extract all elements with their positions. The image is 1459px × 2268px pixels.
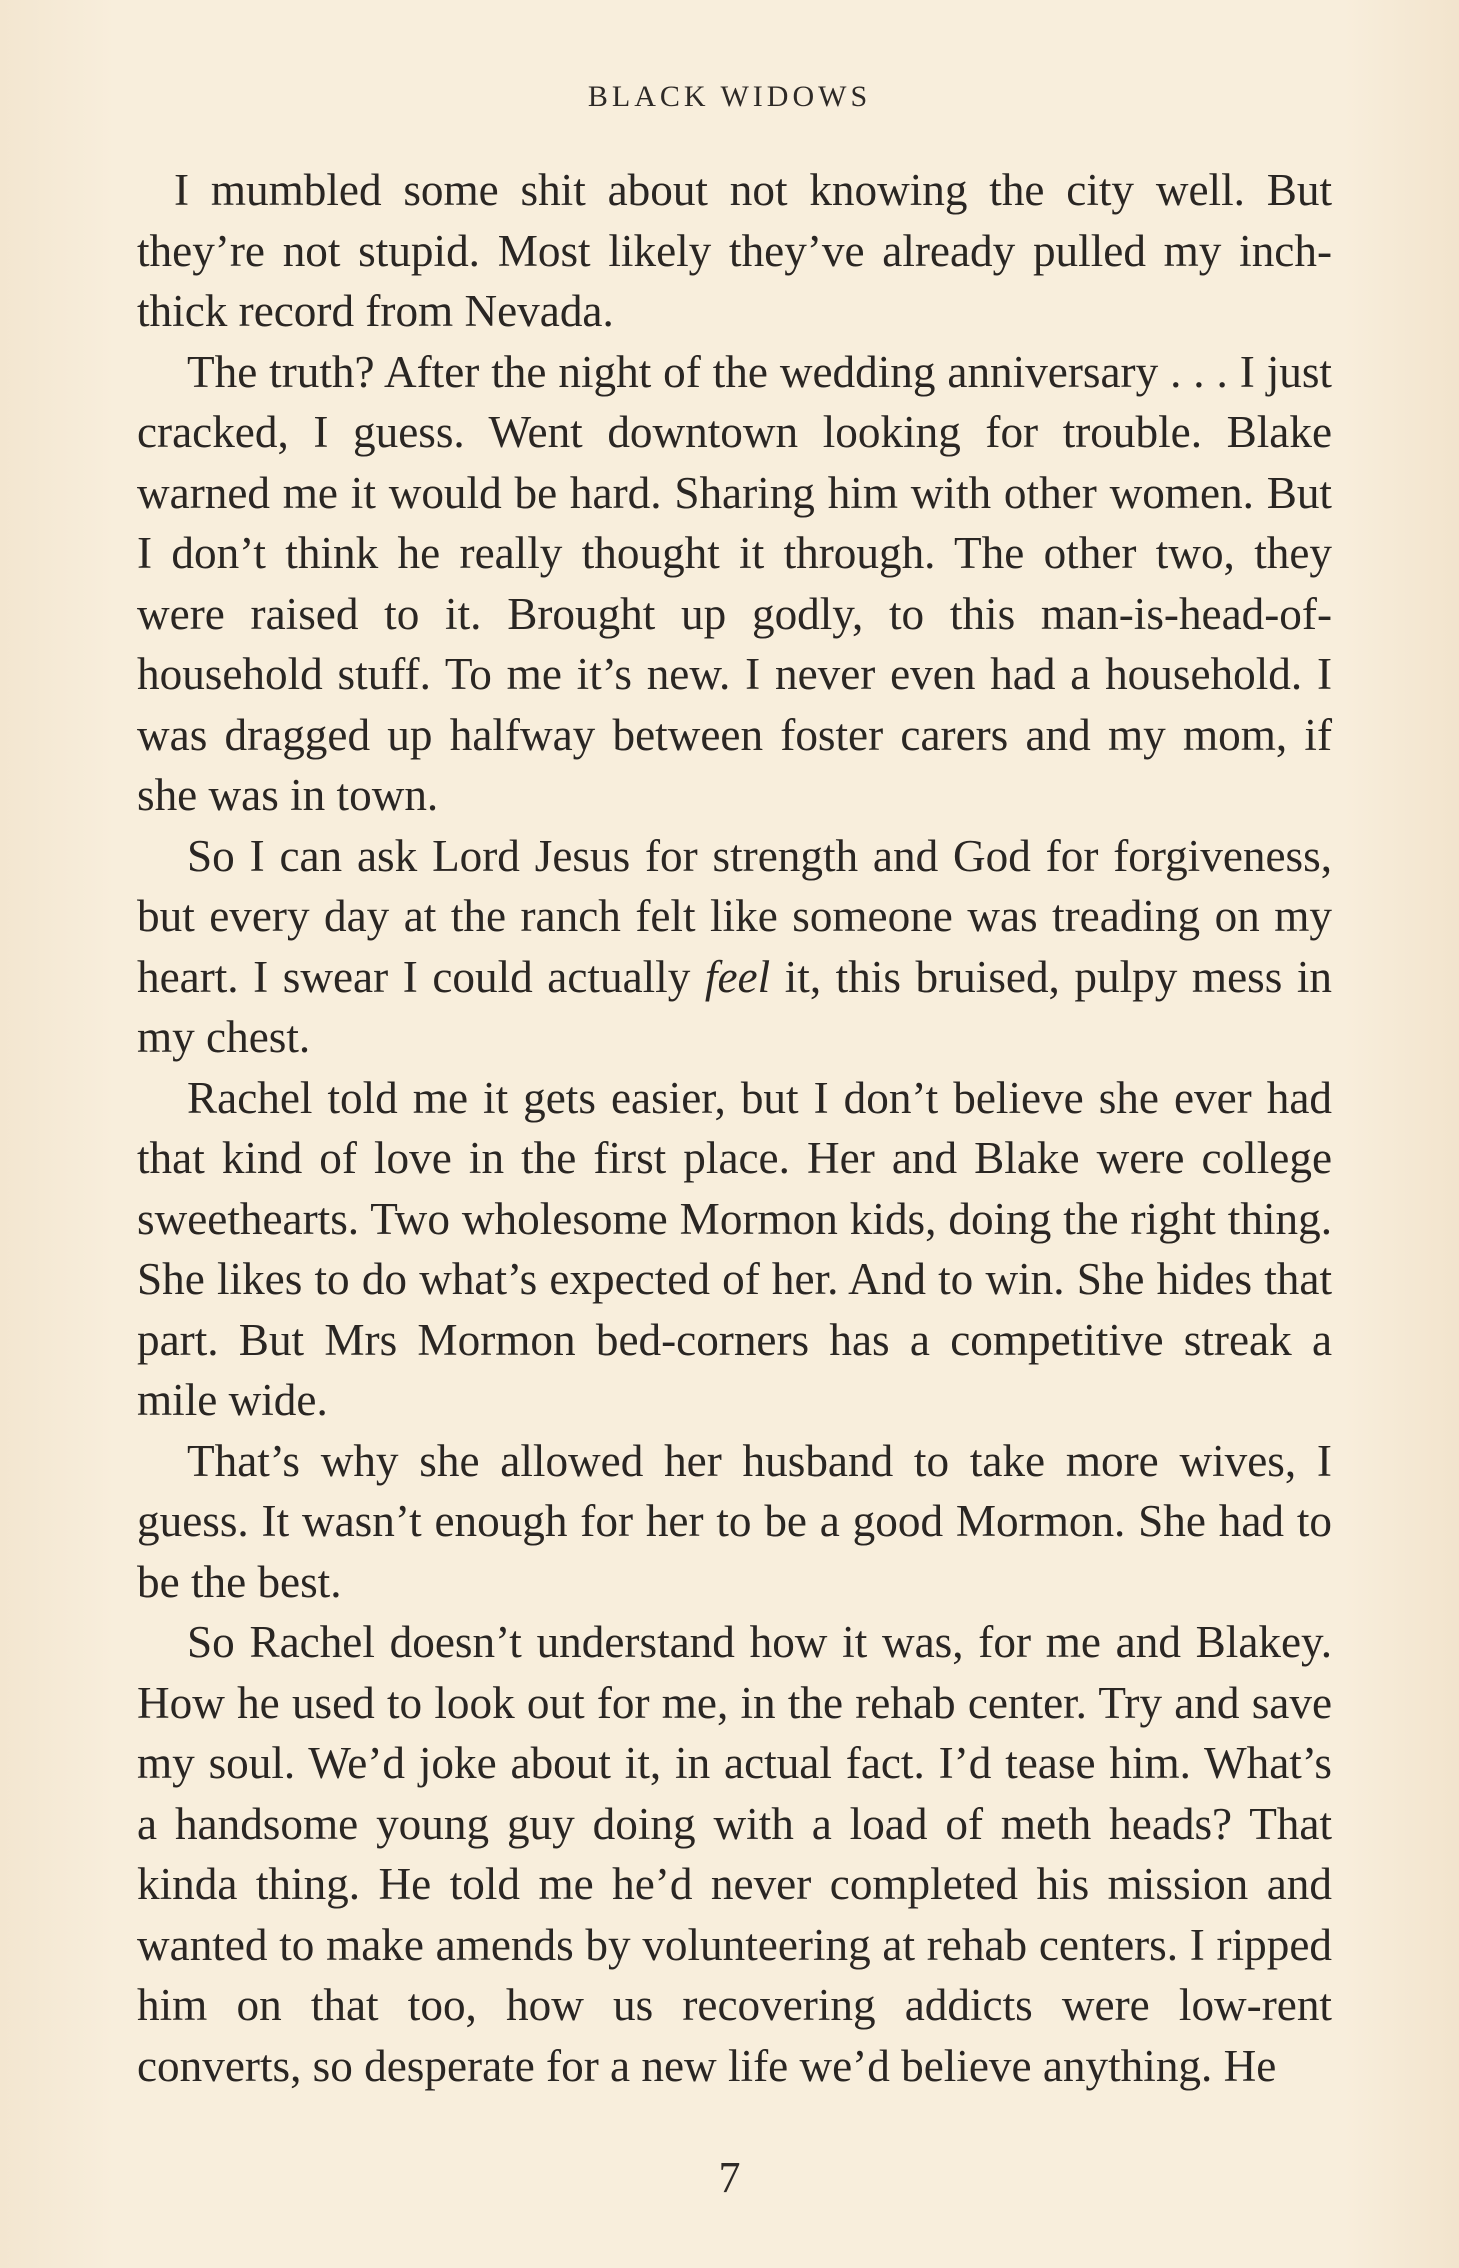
- running-head: BLACK WIDOWS: [587, 80, 872, 113]
- paragraph-6: So Rachel doesn’t understand how it was, for me and Blakey. How he used to look out for me, in the rehab center. Try and save my soul. We’d joke about it, in actual fact. I’d tease him. What’s a handsome young guy doing with a load of meth heads? That kinda thing. He told me he’d never completed his mission and wanted to make amends by volunteering at rehab centers. I ripped him on that too, how us recovering addicts were low-rent converts, so desperate for a new life we’d believe anything. He: [137, 1617, 1332, 2091]
- page-number: 7: [718, 2153, 741, 2202]
- paragraph-3: [137, 826, 1332, 1068]
- paragraph-1: I mumbled some shit about not knowing the city well. But they’re not stupid. Most likely they’ve already pulled my inch-thick record from Nevada.: [137, 165, 1332, 336]
- paragraph-5: That’s why she allowed her husband to take more wives, I guess. It wasn’t enough for her to be a good Mormon. She had to be the best.: [137, 1435, 1332, 1607]
- body-text: [137, 160, 1332, 2096]
- paragraph-4: Rachel told me it gets easier, but I don’t believe she ever had that kind of love in the first place. Her and Blake were college sweethearts. Two wholesome Mormon kids, doing the right thing. She likes to do what’s expected of her. And to win. She hides that part. But Mrs Mormon bed-corners has a competitive streak a mile wide.: [137, 1072, 1332, 1425]
- paragraph-2: The truth? After the night of the wedding anniversary . . . I just cracked, I guess. Went downtown looking for trouble. Blake warned me it would be hard. Sharing him with other women. But I don’t think he really thought it through. The other two, they were raised to it. Brought up godly, to this man-is-head-of-household stuff. To me it’s new. I never even had a household. I was dragged up halfway between foster carers and my mom, if she was in town.: [137, 346, 1332, 820]
- paragraph-3-after: it, this bruised, pulpy mess in my chest.: [137, 951, 1333, 1062]
- paragraph-3-emphasis: feel: [704, 951, 771, 1002]
- paragraph-3-before: So I can ask Lord Jesus for strength and God for forgiveness, but every day at the ranch felt like someone was treading on my heart. I swear I could actually: [137, 830, 1332, 1002]
